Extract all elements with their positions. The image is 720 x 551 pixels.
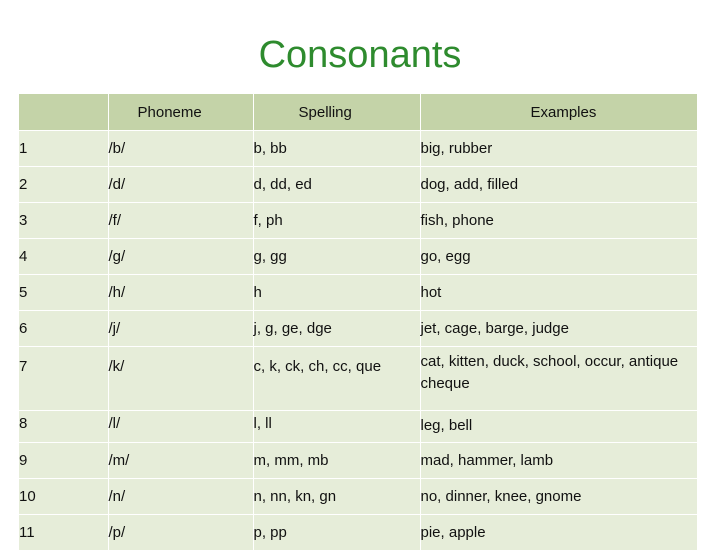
row-number: 7 [19, 347, 108, 411]
row-spelling: h [253, 275, 420, 311]
row-number: 5 [19, 275, 108, 311]
row-phoneme: /g/ [108, 239, 253, 275]
row-spelling: l, ll [253, 411, 420, 443]
header-examples: Examples [420, 94, 697, 131]
table-row [19, 479, 697, 515]
row-examples: hot [420, 275, 697, 311]
table-row [19, 131, 697, 167]
table-row [19, 347, 697, 411]
row-number: 6 [19, 311, 108, 347]
table-row [19, 239, 697, 275]
row-examples: big, rubber [420, 131, 697, 167]
row-phoneme: /h/ [108, 275, 253, 311]
table-row [19, 275, 697, 311]
table-row [19, 443, 697, 479]
header-spelling: Spelling [253, 94, 420, 131]
row-number: 2 [19, 167, 108, 203]
row-number: 1 [19, 131, 108, 167]
row-number: 8 [19, 411, 108, 443]
row-number: 4 [19, 239, 108, 275]
header-phoneme: Phoneme [108, 94, 253, 131]
row-examples: no, dinner, knee, gnome [420, 479, 697, 515]
row-spelling: b, bb [253, 131, 420, 167]
row-phoneme: /j/ [108, 311, 253, 347]
row-spelling: j, g, ge, dge [253, 311, 420, 347]
row-number: 10 [19, 479, 108, 515]
table-row [19, 167, 697, 203]
table-header-row [19, 94, 697, 131]
row-examples: cat, kitten, duck, school, occur, antique cheque [420, 347, 697, 411]
row-examples: pie, apple [420, 515, 697, 551]
row-phoneme: /n/ [108, 479, 253, 515]
row-spelling: m, mm, mb [253, 443, 420, 479]
row-phoneme: /b/ [108, 131, 253, 167]
row-phoneme: /p/ [108, 515, 253, 551]
row-spelling: c, k, ck, ch, cc, que [253, 347, 420, 411]
row-spelling: f, ph [253, 203, 420, 239]
row-number: 3 [19, 203, 108, 239]
header-number [19, 94, 108, 131]
row-spelling: p, pp [253, 515, 420, 551]
row-number: 11 [19, 515, 108, 551]
row-examples: dog, add, filled [420, 167, 697, 203]
row-spelling: g, gg [253, 239, 420, 275]
row-phoneme: /k/ [108, 347, 253, 411]
page-title: Consonants [258, 34, 462, 76]
row-examples: jet, cage, barge, judge [420, 311, 697, 347]
row-phoneme: /m/ [108, 443, 253, 479]
table-row [19, 411, 697, 443]
row-spelling: n, nn, kn, gn [253, 479, 420, 515]
table-row [19, 515, 697, 551]
row-spelling: d, dd, ed [253, 167, 420, 203]
row-examples: go, egg [420, 239, 697, 275]
consonants-table [19, 94, 698, 551]
row-phoneme: /f/ [108, 203, 253, 239]
row-examples: mad, hammer, lamb [420, 443, 697, 479]
row-number: 9 [19, 443, 108, 479]
table-row [19, 203, 697, 239]
row-examples: leg, bell [420, 411, 697, 443]
row-phoneme: /l/ [108, 411, 253, 443]
table-row [19, 311, 697, 347]
row-phoneme: /d/ [108, 167, 253, 203]
row-examples: fish, phone [420, 203, 697, 239]
